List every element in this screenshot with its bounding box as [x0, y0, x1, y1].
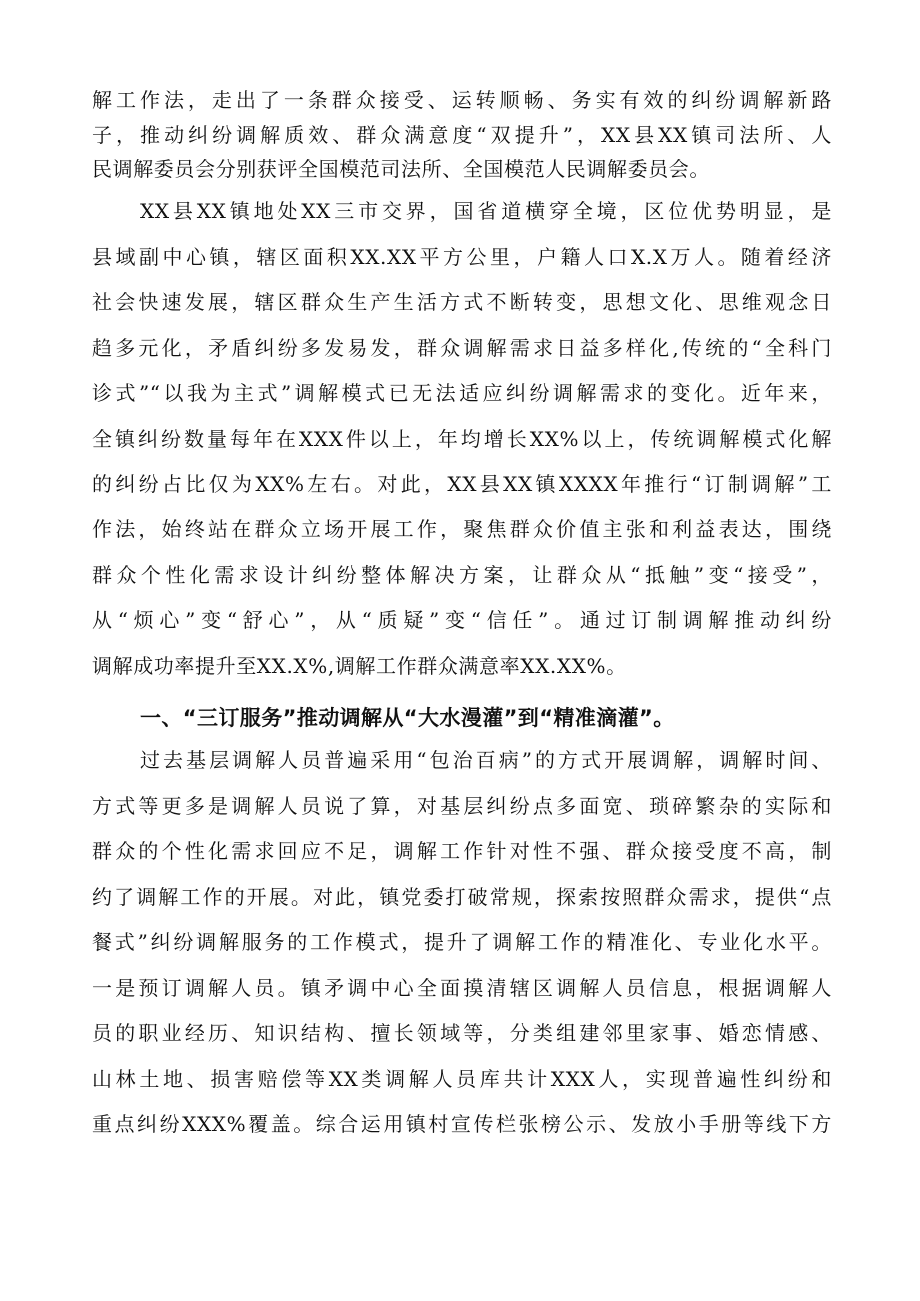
- text-line: 餐式”纠纷调解服务的工作模式，提升了调解工作的精准化、专业化水平。: [92, 930, 832, 954]
- text-line: 方式等更多是调解人员说了算，对基层纠纷点多面宽、琐碎繁杂的实际和: [92, 794, 832, 818]
- text-line: 群众的个性化需求回应不足，调解工作针对性不强、群众接受度不高，制: [92, 839, 832, 863]
- text-line: 趋多元化，矛盾纠纷多发易发，群众调解需求日益多样化,传统的“全科门: [92, 336, 832, 360]
- text-line: 子，推动纠纷调解质效、群众满意度“双提升”，XX县XX镇司法所、人: [92, 123, 832, 147]
- text-line: 全镇纠纷数量每年在XXX件以上，年均增长XX%以上，传统调解模式化解: [92, 427, 832, 451]
- paragraph-first-line: 过去基层调解人员普遍采用“包治百病”的方式开展调解，调解时间、: [140, 748, 832, 772]
- text-line: 群众个性化需求设计纠纷整体解决方案，让群众从“抵触”变“接受”，: [92, 563, 832, 587]
- paragraph-first-line: XX县XX镇地处XX三市交界，国省道横穿全境，区位优势明显，是: [140, 199, 832, 223]
- text-line: 从“烦心”变“舒心”，从“质疑”变“信任”。通过订制调解推动纠纷: [92, 608, 832, 632]
- text-line: 解工作法，走出了一条群众接受、运转顺畅、务实有效的纠纷调解新路: [92, 88, 832, 112]
- text-line: 的纠纷占比仅为XX%左右。对此，XX县XX镇XXXX年推行“订制调解”工: [92, 472, 832, 496]
- section-heading: 一、“三订服务”推动调解从“大水漫灌”到“精准滴灌”。: [140, 706, 675, 730]
- text-line: 县域副中心镇，辖区面积XX.XX平方公里，户籍人口X.X万人。随着经济: [92, 245, 832, 269]
- text-line: 调解成功率提升至XX.X%,调解工作群众满意率XX.XX%。: [92, 654, 627, 678]
- text-line: 约了调解工作的开展。对此，镇党委打破常规，探索按照群众需求，提供“点: [92, 885, 832, 909]
- text-line: 诊式”“以我为主式”调解模式已无法适应纠纷调解需求的变化。近年来，: [92, 381, 832, 405]
- text-line: 员的职业经历、知识结构、擅长领域等，分类组建邻里家事、婚恋情感、: [92, 1021, 832, 1045]
- text-line: 重点纠纷XXX%覆盖。综合运用镇村宣传栏张榜公示、发放小手册等线下方: [92, 1112, 832, 1136]
- text-line: 山林土地、损害赔偿等XX类调解人员库共计XXX人，实现普遍性纠纷和: [92, 1067, 832, 1091]
- text-line: 民调解委员会分别获评全国模范司法所、全国模范人民调解委员会。: [92, 157, 710, 181]
- text-line: 作法，始终站在群众立场开展工作，聚焦群众价值主张和利益表达，围绕: [92, 517, 832, 541]
- text-line: 社会快速发展，辖区群众生产生活方式不断转变，思想文化、思维观念日: [92, 290, 832, 314]
- text-line: 一是预订调解人员。镇矛调中心全面摸清辖区调解人员信息，根据调解人: [92, 976, 832, 1000]
